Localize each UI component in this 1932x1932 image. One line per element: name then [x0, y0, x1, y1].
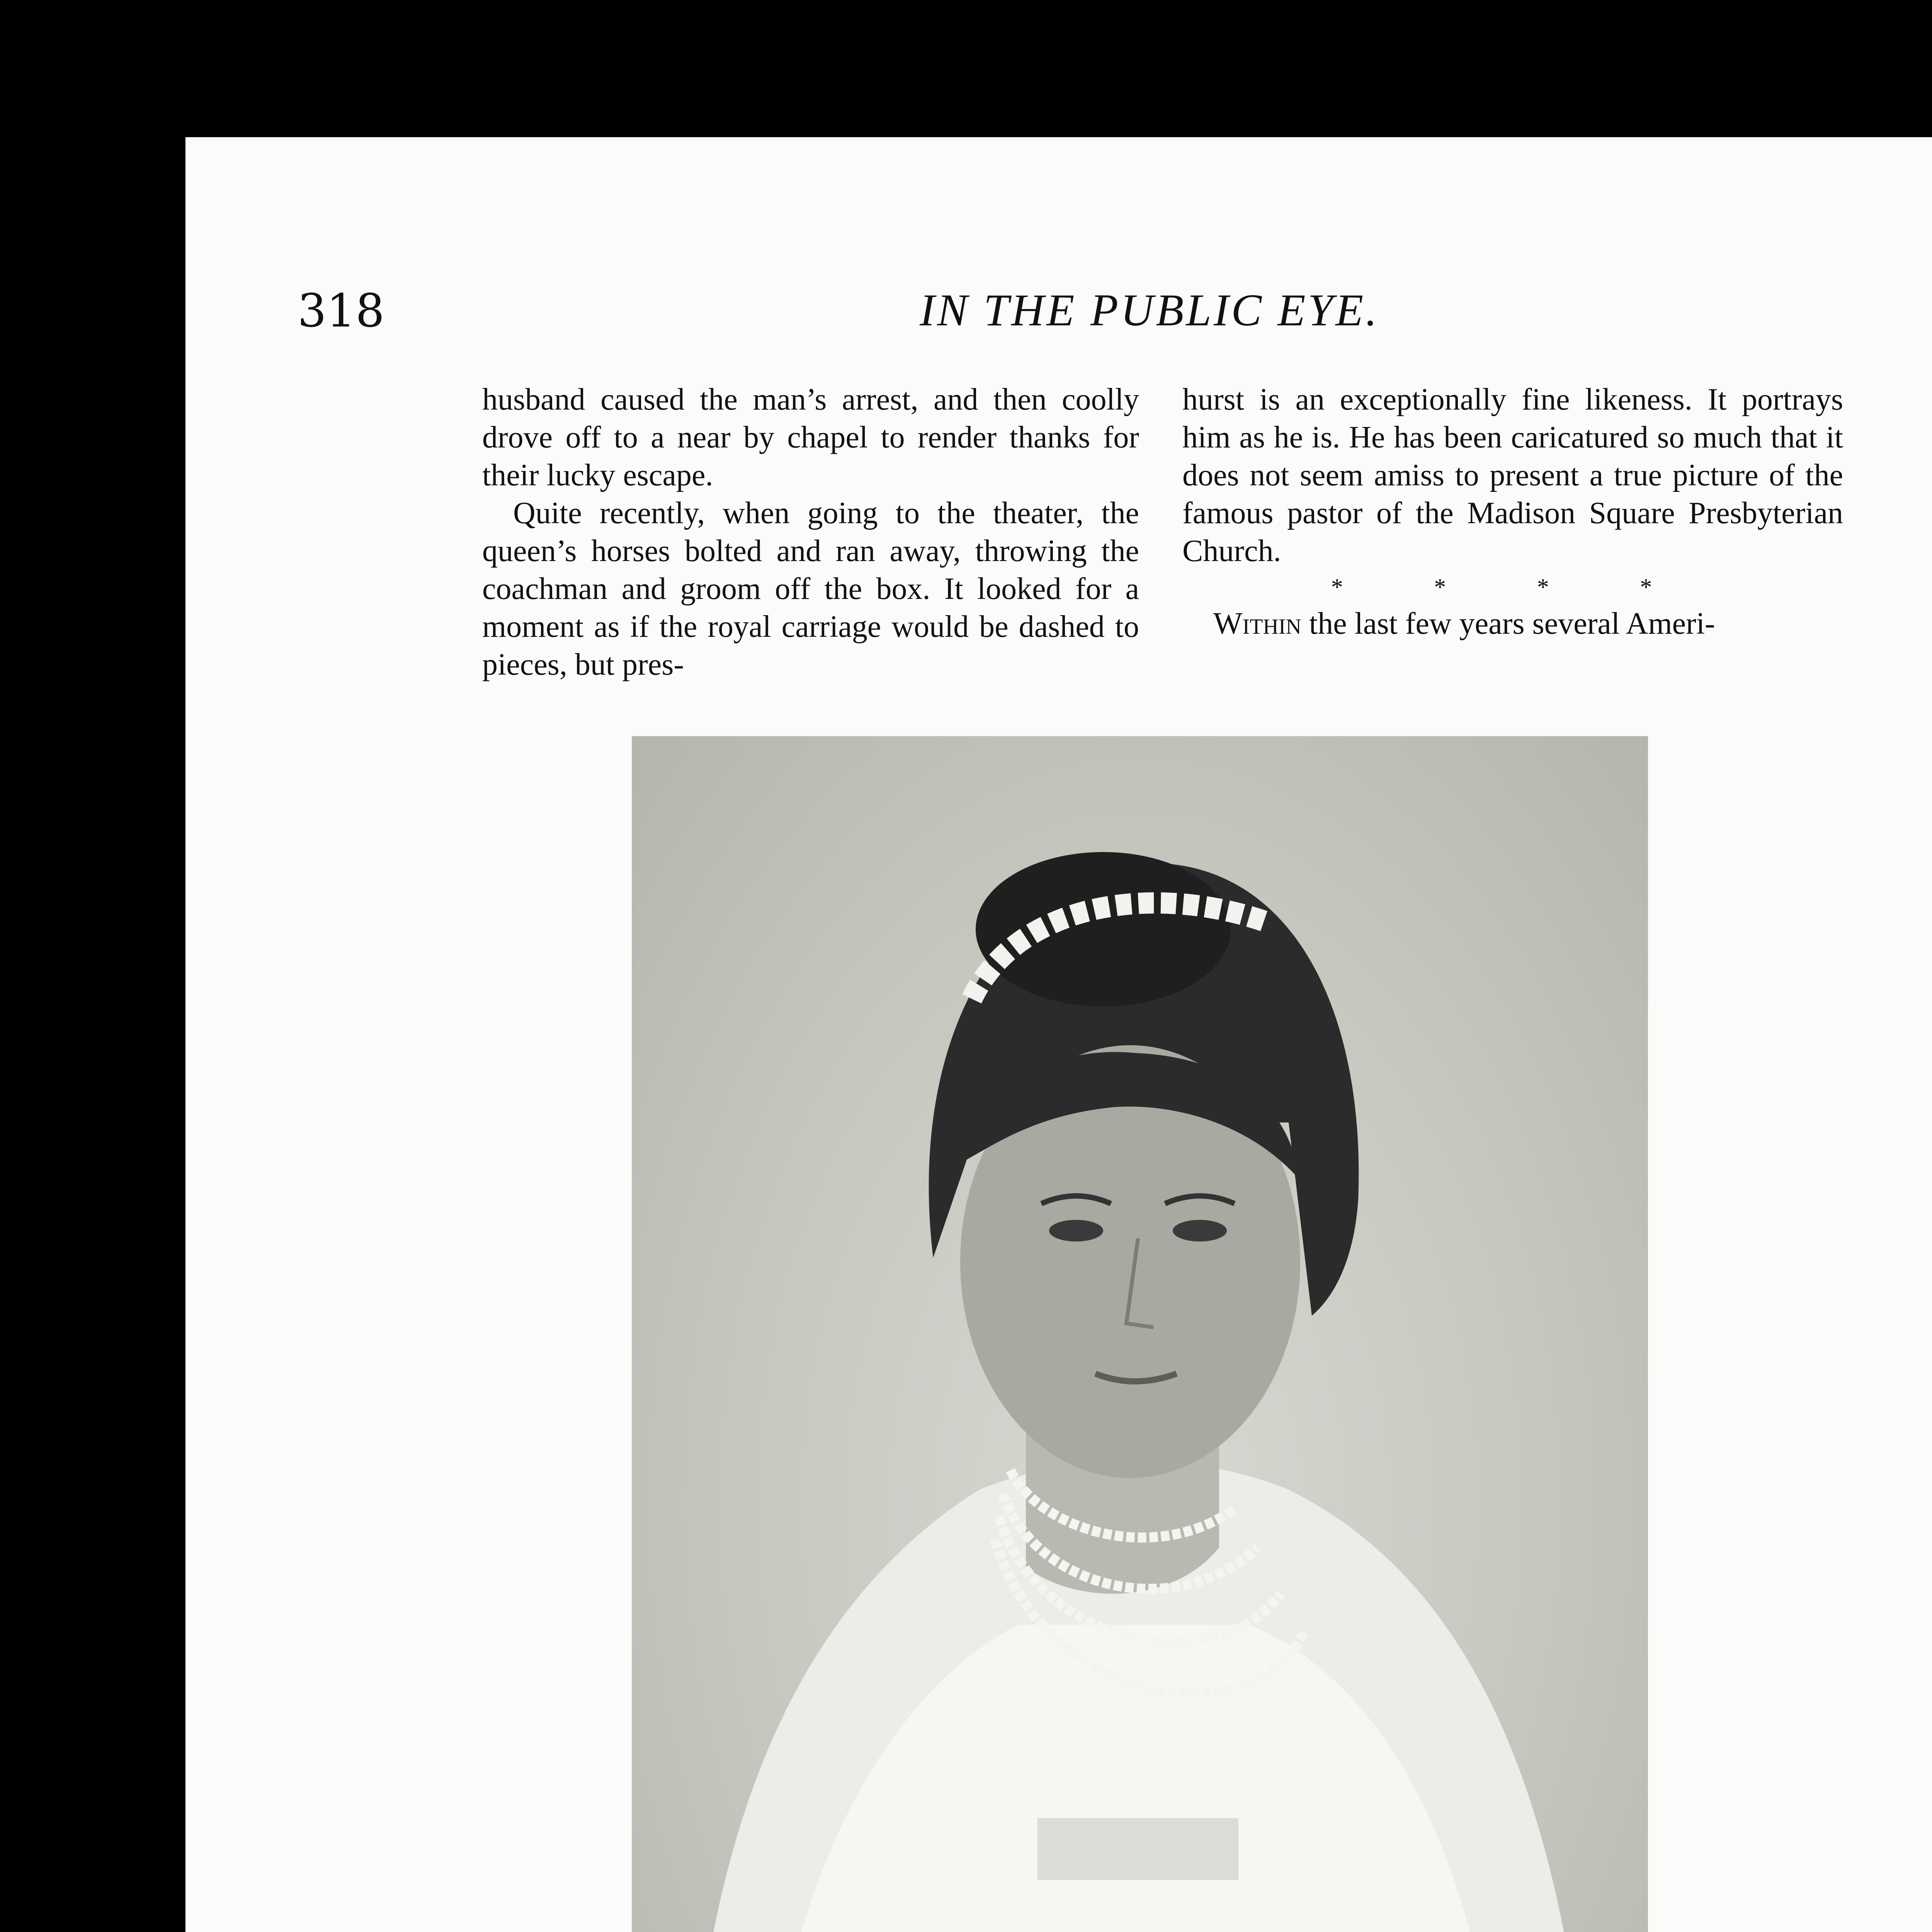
paragraph-text: the last few years several Ameri- — [1301, 607, 1715, 641]
paragraph: Quite recently, when going to the theater, the queen’s horses bolted and ran away, throwing the coachman and groom off the box. It looked for a moment as if the royal carriage would be dashed to pieces, but pres- — [482, 496, 1139, 682]
running-title: IN THE PUBLIC EYE. — [920, 285, 1379, 335]
paragraph: hurst is an exceptionally fine likeness. It portrays him as he is. He has been caricatured so much that it does not seem amiss to present a true picture of the famous pastor of the Madison Square Presbyterian Church. — [1182, 383, 1843, 568]
paragraph — [1182, 605, 1843, 643]
section-break-stars: * * * * — [1331, 574, 1695, 600]
column-top-left — [482, 381, 1139, 684]
column-top-right — [1182, 381, 1843, 643]
lead-word: Within — [1213, 607, 1301, 641]
page-number: 318 — [298, 284, 385, 337]
portrait-photograph — [632, 736, 1648, 1932]
paragraph: husband caused the man’s arrest, and then coolly drove off to a near by chapel to render thanks for their lucky escape. — [482, 383, 1139, 492]
